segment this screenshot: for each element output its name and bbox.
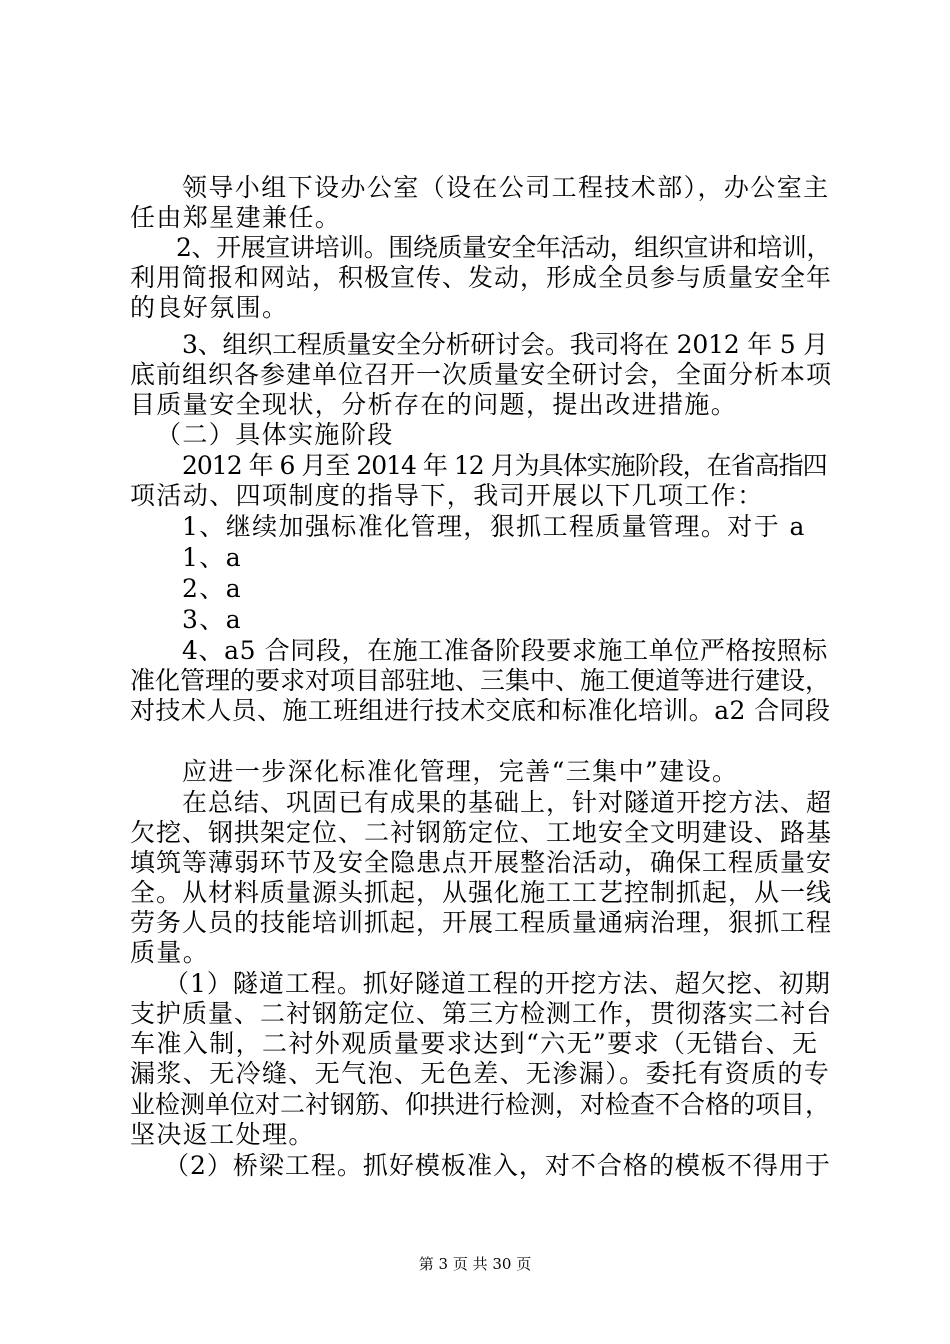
text-line: 1、a — [182, 543, 243, 572]
text-line: 应进一步深化标准化管理，完善“三集中”建设。 — [182, 757, 739, 786]
text-line: 对技术人员、施工班组进行技术交底和标准化培训。a2 合同段 — [130, 696, 831, 725]
text-line: 的良好氛围。 — [130, 293, 289, 322]
text-line: 质量。 — [130, 938, 210, 967]
text-line: 3、a — [182, 605, 243, 634]
text-line: 任由郑星建兼任。 — [130, 203, 342, 232]
text-line: 2、a — [182, 574, 243, 603]
text-line: 2、开展宣讲培训。围绕质量安全年活动，组织宣讲和培训， — [176, 233, 832, 262]
text-line: （2）桥梁工程。抓好模板准入，对不合格的模板不得用于 — [164, 1151, 831, 1180]
text-line: 目质量安全现状，分析存在的问题，提出改进措施。 — [130, 390, 738, 419]
text-line: 领导小组下设办公室（设在公司工程技术部），办公室主 — [182, 173, 830, 202]
page-footer: 第 3 页 共 30 页 — [418, 1255, 532, 1273]
text-line: 漏浆、无冷缝、无气泡、无色差、无渗漏）。委托有资质的专 — [130, 1059, 831, 1088]
text-line: 欠挖、钢拱架定位、二衬钢筋定位、工地安全文明建设、路基 — [130, 818, 833, 847]
text-line: 坚决返工处理。 — [130, 1120, 315, 1149]
text-line: 1、继续加强标准化管理，狠抓工程质量管理。对于 a — [182, 512, 806, 541]
text-line: 劳务人员的技能培训抓起，开展工程质量通病治理，狠抓工程 — [130, 908, 833, 937]
text-line: 支护质量、二衬钢筋定位、第三方检测工作，贯彻落实二衬台 — [130, 999, 833, 1028]
text-line: 准化管理的要求对项目部驻地、三集中、施工便道等进行建设， — [130, 666, 831, 695]
text-line: 2012 年 6 月至 2014 年 12 月为具体实施阶段，在省高指四 — [182, 451, 827, 480]
text-line: 车准入制，二衬外观质量要求达到“六无”要求（无错台、无 — [130, 1029, 819, 1058]
text-line: 4、a5 合同段，在施工准备阶段要求施工单位严格按照标 — [182, 636, 828, 665]
text-line: 业检测单位对二衬钢筋、仰拱进行检测，对检查不合格的项目， — [130, 1090, 831, 1119]
text-line: 全。从材料质量源头抓起，从强化施工工艺控制抓起，从一线 — [130, 878, 833, 907]
text-line: 填筑等薄弱环节及安全隐患点开展整治活动，确保工程质量安 — [130, 848, 833, 877]
text-line: （1）隧道工程。抓好隧道工程的开挖方法、超欠挖、初期 — [164, 969, 831, 998]
text-line: 项活动、四项制度的指导下，我司开展以下几项工作： — [130, 481, 764, 510]
text-line: 底前组织各参建单位召开一次质量安全研讨会，全面分析本项 — [130, 360, 833, 389]
text-line: 3、组织工程质量安全分析研讨会。我司将在 2012 年 5 月 — [182, 330, 829, 359]
text-line: 在总结、巩固已有成果的基础上，针对隧道开挖方法、超 — [182, 788, 833, 817]
text-line: 利用简报和网站，积极宣传、发动，形成全员参与质量安全年 — [130, 263, 833, 292]
section-heading: （二）具体实施阶段 — [156, 420, 394, 449]
